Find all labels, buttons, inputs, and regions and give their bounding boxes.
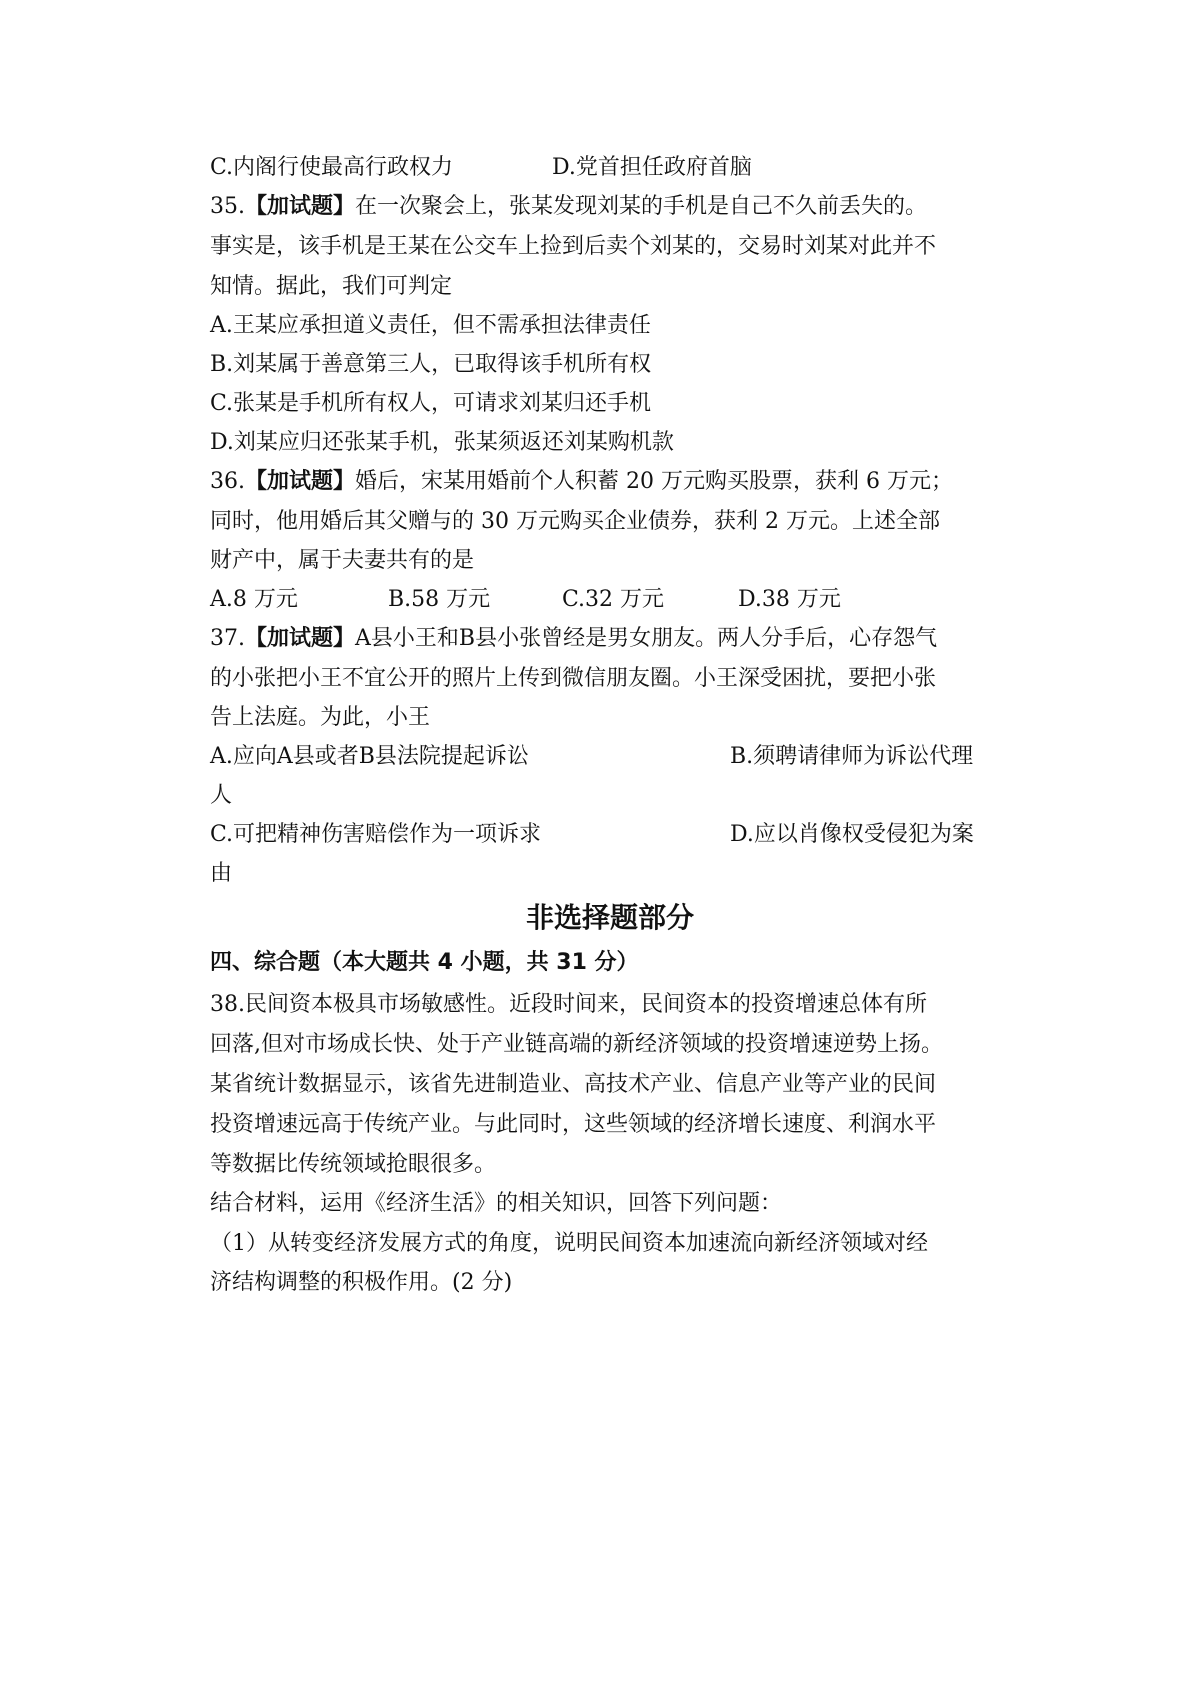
q38-instruction: 结合材料，运用《经济生活》的相关知识，回答下列问题： [210,1191,783,1216]
q35-option-a: A.王某应承担道义责任，但不需承担法律责任 [210,313,651,338]
q36-number: 36. [210,469,245,494]
q37-stem-line3: 告上法庭。为此，小王 [210,705,431,730]
q36-stem-line1 [210,467,953,497]
q37-stem-line2: 的小张把小王不宜公开的照片上传到微信朋友圈。小王深受困扰，要把小张 [210,666,937,691]
q35-tag: 【加试题】 [245,194,356,219]
q36-stem-text: 婚后，宋某用婚前个人积蓄 20 万元购买股票，获利 6 万元； [355,469,953,494]
q35-stem-text: 在一次聚会上，张某发现刘某的手机是自己不久前丢失的。 [355,194,928,219]
q37-option-c: C.可把精神伤害赔偿作为一项诉求 [210,822,542,847]
q36-stem-line2: 同时，他用婚后其父赠与的 30 万元购买企业债券，获利 2 万元。上述全部 [210,509,940,534]
q37-option-d: D.应以肖像权受侵犯为案 [730,822,974,847]
q37-option-a: A.应向A县或者B县法院提起诉讼 [210,744,529,769]
q37-option-d-wrap: 由 [210,861,233,886]
q34-option-d: D.党首担任政府首脑 [552,155,752,180]
q36-option-a: A.8 万元 [210,587,298,612]
q36-stem-line3: 财产中，属于夫妻共有的是 [210,548,475,573]
q36-option-d: D.38 万元 [738,587,841,612]
q35-number: 35. [210,194,245,219]
section-subheading: 四、综合题（本大题共 4 小题，共 31 分） [210,950,639,975]
q37-stem-line1 [210,624,937,654]
q34-option-c: C.内阁行使最高行政权力 [210,155,454,180]
q37-number: 37. [210,626,245,651]
q38-line5: 等数据比传统领域抢眼很多。 [210,1152,497,1177]
q38-line1: 38.民间资本极具市场敏感性。近段时间来，民间资本的投资增速总体有所 [210,992,927,1017]
q38-line4: 投资增速远高于传统产业。与此同时，这些领域的经济增长速度、利润水平 [210,1112,937,1137]
q38-line3: 某省统计数据显示，该省先进制造业、高技术产业、信息产业等产业的民间 [210,1072,937,1097]
q36-option-b: B.58 万元 [388,587,491,612]
q38-sub1-line2: 济结构调整的积极作用。(2 分) [210,1270,513,1295]
q37-option-b: B.须聘请律师为诉讼代理 [730,744,974,769]
q35-option-d: D.刘某应归还张某手机，张某须返还刘某购机款 [210,430,674,455]
q36-tag: 【加试题】 [245,469,356,494]
q35-option-c: C.张某是手机所有权人，可请求刘某归还手机 [210,391,652,416]
q35-stem-line1 [210,192,927,222]
q37-stem-text: A县小王和B县小张曾经是男女朋友。两人分手后，心存怨气 [355,626,938,651]
q38-sub1-line1: （1）从转变经济发展方式的角度，说明民间资本加速流向新经济领域对经 [210,1231,928,1256]
q38-line2: 回落,但对市场成长快、处于产业链高端的新经济领域的投资增速逆势上扬。 [210,1032,943,1057]
q35-stem-line3: 知情。据此，我们可判定 [210,274,453,299]
q35-option-b: B.刘某属于善意第三人，已取得该手机所有权 [210,352,652,377]
section-title: 非选择题部分 [525,901,694,934]
q37-option-b-wrap: 人 [210,783,233,808]
q35-stem-line2: 事实是，该手机是王某在公交车上捡到后卖个刘某的，交易时刘某对此并不 [210,234,937,259]
q36-option-c: C.32 万元 [562,587,665,612]
q37-tag: 【加试题】 [245,626,356,651]
